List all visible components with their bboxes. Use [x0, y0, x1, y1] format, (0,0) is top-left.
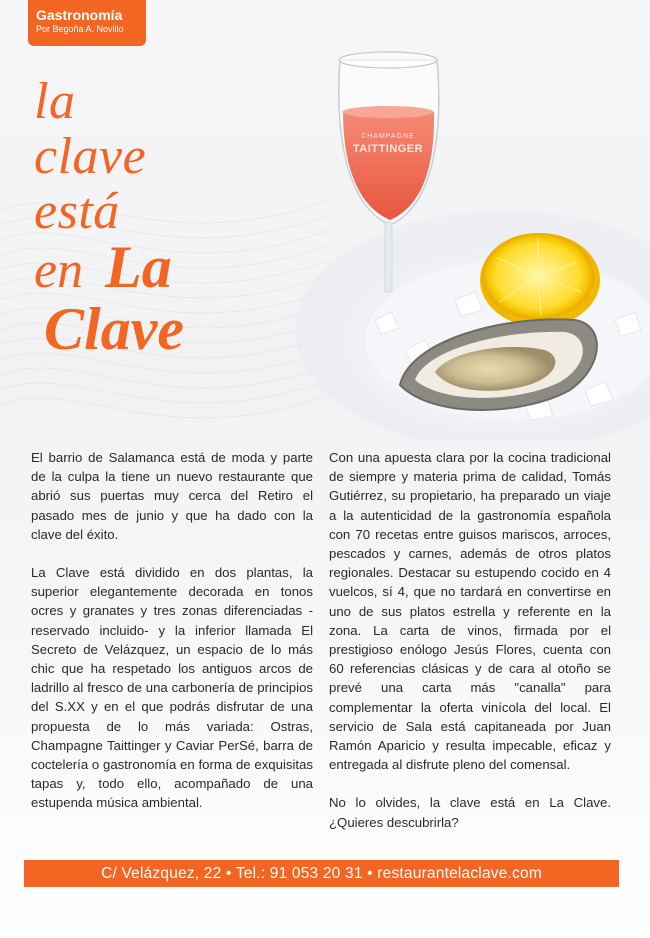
title-line-1: la: [34, 73, 76, 130]
article-title: [34, 73, 184, 362]
article-paragraph: No lo olvides, la clave está en La Clave. ¿Quieres descubrirla?: [329, 795, 611, 830]
section-tag: [28, 0, 146, 46]
champagne-oyster-photo: [285, 20, 650, 440]
article-paragraph: La Clave está dividido en dos plantas, la superior elegantemente decorada en tonos ocres y granates y tres zonas diferenciadas -reservado incluido- y la inferior llamada El Secreto de Velázquez, un espacio de lo más chic que ha respetado los antiguos arcos de ladrillo al fresco de una carbonería de principios del S.XX y en el que podrás disfrutar de una propuesta de lo más variada: Ostras, Champagne Taittinger y Caviar PerSé, barra de coctelería o gastronomía en forma de exquisitas tapas y, todo ello, acompañado de una estupenda música ambiental.: [31, 565, 313, 811]
svg-text:CHAMPAGNE: CHAMPAGNE: [361, 133, 415, 140]
article-column-left: [31, 448, 313, 832]
article-column-right: [329, 448, 611, 851]
section-name: Gastronomía: [36, 7, 123, 23]
title-line-4-emphasis: La: [105, 234, 172, 300]
svg-text:TAITTINGER: TAITTINGER: [352, 143, 424, 155]
contact-info: C/ Velázquez, 22 • Tel.: 91 053 20 31 • restaurantelaclave.com: [101, 865, 542, 882]
title-line-3: está: [34, 183, 120, 240]
title-line-4-prefix: en: [34, 242, 84, 299]
article-paragraph: El barrio de Salamanca está de moda y parte de la culpa la tiene un nuevo restaurante que abrió sus puertas muy cerca del Retiro el pasado mes de junio y que ha dado con la clave del éxito.: [31, 450, 313, 542]
article-paragraph: Con una apuesta clara por la cocina tradicional de siempre y materia prima de calidad, Tomás Gutiérrez, su propietario, ha preparado un viaje a la autenticidad de la gastronomía española con 70 recetas entre guisos mariscos, arroces, pescados y carnes, además de otros platos regionales. Destacar su estupendo cocido en 4 vuelcos, sí 4, que no tardará en convertirse en uno de sus platos estrella y referente en la zona. La carta de vinos, firmada por el prestigioso enólogo Jesús Flores, cuenta con 60 referencias clásicas y de cara al otoño se prevé una carta más "canalla" para complementar la oferta vinícola del local. El servicio de Sala está capitaneada por Juan Ramón Aparicio y resulta impecable, eficaz y entregada al disfrute pleno del comensal.: [329, 450, 611, 773]
title-line-2: clave: [34, 128, 147, 185]
author-byline: Por Begoña A. Novillo: [36, 24, 124, 34]
contact-footer-band: [24, 860, 619, 887]
title-line-4: [34, 234, 184, 300]
title-line-5-emphasis: Clave: [44, 296, 184, 362]
